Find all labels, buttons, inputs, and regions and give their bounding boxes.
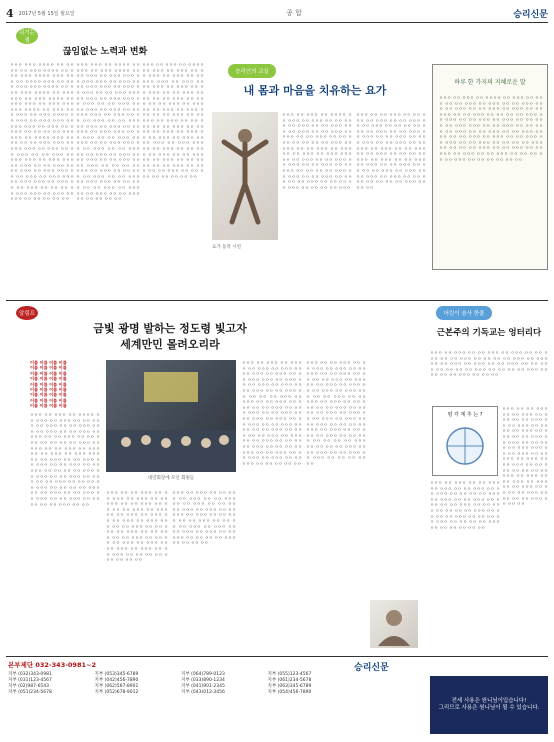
article-body-col2: ㅇㅇㅇ ㅇㅇㅇ ㅇㅇ ㅇㅇㅇㅇ ㅇㅇ ㅇㅇㅇ ㅇㅇ ㅇㅇㅇ ㅇㅇㅇㅇ ㅇㅇ ㅇㅇ ㅇㅇㅇ ㅇㅇ ㅇㅇㅇ ㅇㅇㅇ ㅇㅇ ㅇㅇㅇ ㅇㅇㅇ ㅇㅇ ㅇㅇㅇ ㅇㅇ ㅇㅇ ㅇㅇㅇ ㅇㅇㅇ ㅇㅇ ㅇㅇㅇ ㅇㅇ ㅇㅇㅇ ㅇㅇ ㅇㅇ ㅇㅇㅇ ㅇㅇㅇ ㅇㅇ ㅇㅇㅇ ㅇㅇ ㅇㅇㅇ ㅇㅇㅇ ㅇㅇ ㅇㅇㅇ ㅇㅇ ㅇㅇ ㅇㅇㅇ ㅇㅇ ㅇㅇ ㅇㅇㅇ ㅇㅇ ㅇㅇㅇ ㅇㅇ ㅇㅇ ㅇㅇㅇ ㅇㅇㅇ ㅇㅇ ㅇㅇㅇ ㅇㅇ ㅇㅇ ㅇㅇ ㅇㅇㅇ ㅇㅇ ㅇㅇ ㅇㅇㅇ ㅇㅇ ㅇㅇㅇ ㅇㅇ ㅇㅇㅇ ㅇㅇ ㅇㅇ ㅇㅇㅇ ㅇㅇ ㅇㅇㅇ ㅇㅇㅇ ㅇㅇ ㅇㅇ ㅇㅇㅇ ㅇㅇ ㅇㅇ ㅇㅇㅇ ㅇㅇ ㅇㅇㅇ ㅇㅇ ㅇㅇ ㅇㅇㅇ ㅇㅇㅇ ㅇㅇ ㅇㅇ ㅇㅇㅇ ㅇㅇ ㅇㅇ ㅇㅇㅇ ㅇㅇ ㅇㅇ ㅇㅇㅇ ㅇㅇ ㅇㅇㅇ ㅇㅇ ㅇㅇ ㅇㅇㅇ ㅇㅇ ㅇㅇ ㅇㅇㅇ ㅇㅇ ㅇㅇ ㅇㅇㅇ ㅇㅇ ㅇㅇ ㅇㅇ ㅇㅇ ㅇㅇㅇ ㅇㅇ ㅇㅇㅇ ㅇㅇ ㅇㅇ ㅇㅇㅇ ㅇㅇ ㅇㅇㅇ ㅇㅇ ㅇㅇ ㅇㅇㅇ ㅇㅇ ㅇㅇㅇ ㅇㅇㅇ ㅇㅇ ㅇㅇ ㅇㅇㅇ ㅇㅇ ㅇㅇ ㅇㅇㅇ ㅇㅇ ㅇㅇㅇ ㅇㅇ ㅇㅇ ㅇㅇㅇ ㅇㅇ ㅇㅇ ㅇㅇㅇ ㅇㅇ ㅇㅇ ㅇㅇ ㅇㅇ ㅇㅇ — [76, 62, 140, 202]
footer-ad-line1: 전세 사용은 원니님이입습니다! — [451, 697, 527, 704]
footer-logo: 승리신문 — [354, 663, 389, 673]
phone-directory: 지부 (032)343-0981 지부 (031)123-4567 지부 (02)987-6543 지부 (051)234-5678 지부 (053)345-6789 지부 (042)456-7890 지부 (062)567-8901 지부 (052)678-9012 지부 (064)789-0123 지부 (033)890-1234 지부 (041)901-2345 지부 (043)012-3456 지부 (055)123-4567 지부 (061)234-5678 지부 (063)345-6789 지부 (054)456-7890 — [8, 672, 312, 695]
name-row: 이름 이름 이름 이름 — [30, 397, 67, 403]
column-tag: 어린이 숨사 한줄 — [436, 306, 492, 320]
feature-photo — [106, 360, 236, 472]
name-row: 이름 이름 이름 이름 — [30, 381, 67, 387]
name-row: 이름 이름 이름 이름 — [30, 403, 67, 409]
article-body-col3: ㅇㅇㅇ ㅇㅇ ㅇㅇㅇ ㅇㅇ ㅇㅇㅇㅇ ㅇㅇ ㅇㅇㅇ ㅇㅇ ㅇㅇㅇ ㅇㅇ ㅇㅇ ㅇㅇㅇ ㅇㅇ ㅇㅇㅇ ㅇㅇ ㅇㅇ ㅇㅇㅇ ㅇㅇㅇ ㅇㅇ ㅇㅇㅇ ㅇㅇ ㅇㅇ ㅇㅇㅇ ㅇㅇ ㅇㅇㅇ ㅇㅇ ㅇㅇ ㅇㅇㅇ ㅇㅇ ㅇㅇ ㅇㅇㅇ ㅇㅇ ㅇㅇ ㅇㅇ ㅇㅇ ㅇㅇㅇ ㅇㅇ ㅇㅇㅇ ㅇㅇ ㅇㅇ ㅇㅇㅇ ㅇㅇ ㅇㅇㅇ ㅇㅇ ㅇㅇ ㅇㅇㅇ ㅇㅇ ㅇㅇㅇ ㅇㅇㅇ ㅇㅇ ㅇㅇ ㅇㅇㅇ ㅇㅇ ㅇㅇ ㅇㅇㅇ ㅇㅇ ㅇㅇㅇ ㅇㅇ ㅇㅇ ㅇㅇㅇ ㅇㅇ ㅇㅇ ㅇㅇㅇ ㅇㅇ ㅇㅇ ㅇㅇ ㅇㅇ ㅇㅇㅇ ㅇㅇ ㅇㅇㅇ ㅇㅇ ㅇㅇ ㅇㅇㅇ ㅇㅇ ㅇㅇㅇ ㅇㅇ ㅇㅇ ㅇㅇㅇ ㅇㅇ ㅇㅇㅇ ㅇㅇㅇ ㅇㅇ ㅇㅇ ㅇㅇㅇ ㅇㅇ ㅇㅇ ㅇㅇㅇ ㅇㅇ ㅇㅇㅇ ㅇㅇ ㅇㅇ ㅇㅇㅇ ㅇㅇ ㅇㅇ ㅇㅇㅇ ㅇㅇ ㅇㅇ ㅇㅇ ㅇㅇ ㅇㅇ ㅇㅇ ㅇㅇㅇ ㅇㅇ ㅇㅇㅇ ㅇㅇ ㅇㅇ ㅇㅇㅇ ㅇㅇ ㅇㅇ ㅇㅇㅇ ㅇㅇ ㅇㅇ ㅇㅇ ㅇㅇ ㅇㅇ — [142, 62, 204, 179]
names-list-1 — [30, 360, 100, 409]
feature-body-col1: ㅇㅇㅇ ㅇㅇ ㅇㅇㅇ ㅇㅇ ㅇㅇㅇㅇ ㅇㅇ ㅇㅇㅇ ㅇㅇ ㅇㅇㅇ ㅇㅇ ㅇㅇ ㅇㅇㅇ ㅇㅇ ㅇㅇㅇ ㅇㅇ ㅇㅇ ㅇㅇㅇ ㅇㅇㅇ ㅇㅇ ㅇㅇㅇ ㅇㅇ ㅇㅇ ㅇㅇㅇ ㅇㅇ ㅇㅇㅇ ㅇㅇ ㅇㅇ ㅇㅇㅇ ㅇㅇ ㅇㅇ ㅇㅇㅇ ㅇㅇ ㅇㅇ ㅇㅇ ㅇㅇ ㅇㅇㅇ ㅇㅇ ㅇㅇㅇ ㅇㅇ ㅇㅇ ㅇㅇㅇ ㅇㅇ ㅇㅇㅇ ㅇㅇ ㅇㅇ ㅇㅇㅇ ㅇㅇ ㅇㅇㅇ ㅇㅇㅇ ㅇㅇ ㅇㅇ ㅇㅇㅇ ㅇㅇ ㅇㅇ ㅇㅇㅇ ㅇㅇ ㅇㅇㅇ ㅇㅇ ㅇㅇ ㅇㅇㅇ ㅇㅇ ㅇㅇ ㅇㅇㅇ ㅇㅇ ㅇㅇ ㅇㅇ ㅇㅇ ㅇㅇㅇ ㅇㅇ ㅇㅇㅇ ㅇㅇ ㅇㅇ ㅇㅇㅇ ㅇㅇ ㅇㅇㅇ ㅇㅇ ㅇㅇ ㅇㅇㅇ ㅇㅇ ㅇㅇ ㅇㅇ ㅇㅇ ㅇㅇㅇ ㅇㅇ ㅇㅇ ㅇㅇ ㅇㅇ ㅇㅇㅇ ㅇㅇ ㅇㅇ ㅇㅇㅇ ㅇㅇ ㅇㅇ ㅇㅇㅇ ㅇㅇ ㅇㅇㅇ ㅇㅇ ㅇㅇ ㅇㅇㅇ ㅇㅇ ㅇㅇ ㅇㅇ ㅇㅇ ㅇㅇ ㅇㅇㅇ ㅇㅇ ㅇㅇ — [30, 412, 100, 507]
feature-body-col2: ㅇㅇㅇ ㅇㅇ ㅇㅇ ㅇㅇㅇ ㅇㅇ ㅇㅇ ㅇㅇㅇ ㅇㅇ ㅇㅇㅇ ㅇㅇ ㅇㅇ ㅇㅇㅇ ㅇㅇ ㅇㅇ ㅇㅇㅇ ㅇㅇ ㅇㅇ ㅇㅇ ㅇㅇ ㅇㅇㅇ ㅇㅇ ㅇㅇㅇ ㅇㅇ ㅇㅇ ㅇㅇㅇ ㅇㅇ ㅇㅇㅇ ㅇㅇ ㅇㅇ ㅇㅇㅇ ㅇㅇ ㅇㅇㅇ ㅇㅇㅇ ㅇㅇ ㅇㅇ ㅇㅇㅇ ㅇㅇ ㅇㅇ ㅇㅇㅇ ㅇㅇ ㅇㅇㅇ ㅇㅇ ㅇㅇ ㅇㅇㅇ ㅇㅇ ㅇㅇ ㅇㅇㅇ ㅇㅇ ㅇㅇ ㅇㅇ ㅇㅇ ㅇㅇㅇ ㅇㅇ ㅇㅇㅇ ㅇㅇ ㅇㅇ ㅇㅇㅇ ㅇㅇ ㅇㅇㅇ ㅇㅇ ㅇㅇ ㅇㅇㅇ ㅇㅇ ㅇㅇ ㅇㅇ ㅇㅇ ㅇㅇㅇ ㅇㅇ ㅇㅇ ㅇㅇ — [106, 490, 168, 563]
feature-body-col4: ㅇㅇㅇ ㅇㅇ ㅇㅇㅇ ㅇㅇ ㅇㅇㅇㅇ ㅇㅇ ㅇㅇㅇ ㅇㅇ ㅇㅇㅇ ㅇㅇ ㅇㅇ ㅇㅇㅇ ㅇㅇ ㅇㅇㅇ ㅇㅇ ㅇㅇ ㅇㅇㅇ ㅇㅇㅇ ㅇㅇ ㅇㅇㅇ ㅇㅇ ㅇㅇ ㅇㅇㅇ ㅇㅇ ㅇㅇㅇ ㅇㅇ ㅇㅇ ㅇㅇㅇ ㅇㅇ ㅇㅇ ㅇㅇㅇ ㅇㅇ ㅇㅇ ㅇㅇ ㅇㅇ ㅇㅇㅇ ㅇㅇ ㅇㅇㅇ ㅇㅇ ㅇㅇ ㅇㅇㅇ ㅇㅇ ㅇㅇㅇ ㅇㅇ ㅇㅇ ㅇㅇㅇ ㅇㅇ ㅇㅇㅇ ㅇㅇㅇ ㅇㅇ ㅇㅇ ㅇㅇㅇ ㅇㅇ ㅇㅇ ㅇㅇㅇ ㅇㅇ ㅇㅇㅇ ㅇㅇ ㅇㅇ ㅇㅇㅇ ㅇㅇ ㅇㅇ ㅇㅇㅇ ㅇㅇ ㅇㅇ ㅇㅇ ㅇㅇ ㅇㅇㅇ ㅇㅇ ㅇㅇㅇ ㅇㅇ ㅇㅇ ㅇㅇㅇ ㅇㅇ ㅇㅇㅇ ㅇㅇ ㅇㅇ ㅇㅇㅇ ㅇㅇ ㅇㅇ ㅇㅇ ㅇㅇ ㅇㅇㅇ ㅇㅇ ㅇㅇ ㅇㅇ ㅇㅇ ㅇㅇㅇ ㅇㅇ ㅇㅇ ㅇㅇㅇ ㅇㅇ ㅇㅇ ㅇㅇㅇ ㅇㅇ ㅇㅇㅇ ㅇㅇ ㅇㅇ ㅇㅇㅇ ㅇㅇ ㅇㅇ ㅇㅇ ㅇㅇ ㅇㅇ — [242, 360, 302, 466]
name-row: 이름 이름 이름 이름 — [30, 370, 67, 376]
article-body-col1: ㅇㅇㅇ ㅇㅇㅇ ㅇㅇㅇㅇ ㅇㅇ ㅇㅇㅇㅇ ㅇㅇ ㅇㅇㅇ ㅇㅇㅇㅇ ㅇㅇ ㅇㅇㅇ ㅇㅇㅇ ㅇㅇㅇㅇ ㅇㅇㅇ ㅇㅇㅇ ㅇㅇ ㅇㅇㅇㅇ ㅇㅇㅇ ㅇㅇ ㅇㅇㅇ ㅇㅇㅇ ㅇㅇㅇ ㅇㅇㅇㅇ ㅇㅇ ㅇㅇㅇ ㅇㅇㅇ ㅇㅇㅇㅇ ㅇㅇ ㅇㅇㅇ ㅇㅇㅇ ㅇㅇ ㅇㅇㅇ ㅇㅇㅇㅇ ㅇㅇ ㅇㅇㅇ ㅇㅇㅇ ㅇㅇ ㅇㅇㅇ ㅇㅇㅇ ㅇㅇㅇ ㅇㅇㅇㅇ ㅇㅇ ㅇㅇㅇ ㅇㅇㅇ ㅇㅇㅇ ㅇㅇ ㅇㅇㅇ ㅇㅇㅇㅇ ㅇㅇ ㅇㅇㅇ ㅇㅇ ㅇㅇㅇ ㅇㅇㅇ ㅇㅇ ㅇㅇㅇ ㅇㅇㅇ ㅇㅇ ㅇㅇㅇ ㅇㅇ ㅇㅇㅇㅇ ㅇㅇ ㅇㅇ ㅇㅇ ㅇㅇ ㅇㅇㅇ ㅇㅇㅇ ㅇㅇ ㅇㅇㅇㅇ ㅇㅇㅇ ㅇㅇ ㅇㅇ ㅇㅇ ㅇㅇ ㅇㅇㅇ ㅇㅇㅇ ㅇㅇ ㅇㅇㅇ ㅇㅇㅇ ㅇㅇ ㅇㅇㅇ ㅇㅇ ㅇㅇ ㅇㅇㅇ ㅇㅇ ㅇㅇ ㅇㅇㅇ ㅇㅇ ㅇㅇㅇ ㅇㅇㅇ ㅇㅇ ㅇㅇㅇ ㅇㅇㅇ ㅇㅇ ㅇㅇㅇ ㅇㅇ ㅇㅇ ㅇㅇㅇ ㅇㅇ ㅇㅇ ㅇㅇㅇ ㅇㅇ ㅇㅇㅇ ㅇㅇㅇ ㅇㅇ ㅇㅇ ㅇㅇㅇ ㅇㅇ ㅇㅇㅇ ㅇㅇㅇ ㅇㅇ ㅇㅇㅇ ㅇㅇㅇ ㅇㅇ ㅇㅇㅇ ㅇㅇ ㅇㅇ ㅇㅇㅇ ㅇㅇ ㅇㅇ ㅇㅇ ㅇㅇ ㅇㅇㅇ ㅇㅇㅇ ㅇㅇ ㅇㅇㅇ ㅇㅇ ㅇㅇㅇ ㅇㅇ ㅇㅇ ㅇㅇ ㅇㅇ ㅇㅇ — [10, 62, 74, 202]
paper-name: 승리신문 — [513, 9, 548, 20]
feature-title-line2: 세계만민 몰려오리라 — [120, 338, 220, 351]
name-row: 이름 이름 이름 이름 — [30, 387, 67, 393]
column-body-top: ㅇㅇㅇ ㅇㅇ ㅇㅇㅇ ㅇㅇ ㅇㅇ ㅇㅇㅇ ㅇㅇ ㅇㅇㅇ ㅇㅇ ㅇㅇ ㅇㅇㅇ ㅇㅇ ㅇㅇ ㅇㅇㅇ ㅇㅇ ㅇㅇ ㅇㅇ ㅇㅇ ㅇㅇㅇ ㅇㅇ ㅇㅇㅇ ㅇㅇ ㅇㅇ ㅇㅇㅇ ㅇㅇ ㅇㅇㅇ ㅇㅇ ㅇㅇ ㅇㅇㅇ ㅇㅇ ㅇㅇ ㅇㅇㅇ ㅇㅇ ㅇㅇ ㅇㅇ ㅇㅇ ㅇㅇㅇ ㅇㅇ ㅇㅇ ㅇㅇ ㅇㅇ ㅇㅇㅇ ㅇㅇ ㅇㅇ ㅇㅇ ㅇㅇ ㅇㅇㅇ ㅇㅇ ㅇㅇ ㅇㅇ — [430, 350, 548, 378]
health-tag: 승리인의 교실 — [228, 64, 276, 78]
feature-photo-caption: 대연회장에 모인 회원들 — [147, 476, 195, 481]
mid-rule — [6, 300, 548, 301]
section-name: 종 합 — [286, 9, 302, 17]
feature-body-col5: ㅇㅇㅇ ㅇㅇ ㅇㅇ ㅇㅇㅇ ㅇㅇ ㅇㅇ ㅇㅇㅇ ㅇㅇ ㅇㅇㅇ ㅇㅇ ㅇㅇ ㅇㅇㅇ ㅇㅇ ㅇㅇ ㅇㅇㅇ ㅇㅇ ㅇㅇ ㅇㅇ ㅇㅇ ㅇㅇㅇ ㅇㅇ ㅇㅇㅇ ㅇㅇ ㅇㅇ ㅇㅇㅇ ㅇㅇ ㅇㅇㅇ ㅇㅇ ㅇㅇ ㅇㅇㅇ ㅇㅇ ㅇㅇㅇ ㅇㅇㅇ ㅇㅇ ㅇㅇ ㅇㅇㅇ ㅇㅇ ㅇㅇ ㅇㅇㅇ ㅇㅇ ㅇㅇㅇ ㅇㅇ ㅇㅇ ㅇㅇㅇ ㅇㅇ ㅇㅇ ㅇㅇㅇ ㅇㅇ ㅇㅇ ㅇㅇ ㅇㅇ ㅇㅇㅇ ㅇㅇ ㅇㅇㅇ ㅇㅇ ㅇㅇ ㅇㅇㅇ ㅇㅇ ㅇㅇㅇ ㅇㅇ ㅇㅇ ㅇㅇㅇ ㅇㅇ ㅇㅇ ㅇㅇ ㅇㅇ ㅇㅇㅇ ㅇㅇ ㅇㅇㅇ ㅇㅇ ㅇㅇ ㅇㅇㅇ ㅇㅇ ㅇㅇㅇ ㅇㅇ ㅇㅇ ㅇㅇㅇ ㅇㅇ ㅇㅇ ㅇㅇ ㅇㅇ ㅇㅇㅇ ㅇㅇ ㅇㅇ ㅇㅇ ㅇㅇ ㅇㅇㅇ ㅇㅇ ㅇㅇ ㅇㅇㅇ ㅇㅇ ㅇㅇ ㅇㅇㅇ ㅇㅇ ㅇㅇㅇ ㅇㅇ ㅇㅇ ㅇㅇ ㅇㅇ ㅇㅇ — [306, 360, 366, 466]
health-body-col1: ㅇㅇㅇ ㅇㅇ ㅇㅇㅇ ㅇㅇ ㅇㅇㅇㅇ ㅇㅇ ㅇㅇㅇ ㅇㅇ ㅇㅇㅇ ㅇㅇ ㅇㅇ ㅇㅇㅇ ㅇㅇ ㅇㅇㅇ ㅇㅇ ㅇㅇ ㅇㅇㅇ ㅇㅇㅇ ㅇㅇ ㅇㅇㅇ ㅇㅇ ㅇㅇ ㅇㅇㅇ ㅇㅇ ㅇㅇㅇ ㅇㅇ ㅇㅇ ㅇㅇㅇ ㅇㅇ ㅇㅇ ㅇㅇㅇ ㅇㅇ ㅇㅇ ㅇㅇ ㅇㅇ ㅇㅇㅇ ㅇㅇ ㅇㅇㅇ ㅇㅇ ㅇㅇ ㅇㅇㅇ ㅇㅇ ㅇㅇㅇ ㅇㅇ ㅇㅇ ㅇㅇㅇ ㅇㅇ ㅇㅇㅇ ㅇㅇㅇ ㅇㅇ ㅇㅇ ㅇㅇㅇ ㅇㅇ ㅇㅇ ㅇㅇㅇ ㅇㅇ ㅇㅇㅇ ㅇㅇ ㅇㅇ ㅇㅇㅇ ㅇㅇ ㅇㅇ ㅇㅇㅇ ㅇㅇ ㅇㅇ ㅇㅇ ㅇㅇ ㅇㅇㅇ ㅇㅇ ㅇㅇㅇ ㅇㅇ ㅇㅇ ㅇㅇㅇ ㅇㅇ ㅇㅇㅇ ㅇㅇ ㅇㅇ ㅇㅇㅇ ㅇㅇ ㅇㅇ ㅇㅇ ㅇㅇ ㅇㅇㅇ ㅇㅇ ㅇㅇ ㅇㅇ ㅇㅇ ㅇㅇㅇ — [282, 112, 352, 190]
page-header — [6, 6, 548, 20]
feature-tag: 알림프 — [16, 306, 38, 320]
name-row: 이름 이름 이름 이름 — [30, 365, 67, 371]
header-rule — [6, 22, 548, 23]
health-title: 내 몸과 마음을 치유하는 요가 — [243, 84, 387, 97]
branch-phone: 본부제단 032-343-0981~2 — [8, 661, 96, 669]
wisdom-heading: 하루 한 가지의 지혜로운 말 — [454, 79, 526, 86]
name-row: 이름 이름 이름 이름 — [30, 360, 67, 365]
column-body-left: ㅇㅇㅇ ㅇㅇ ㅇㅇㅇ ㅇㅇ ㅇㅇ ㅇㅇㅇ ㅇㅇ ㅇㅇㅇ ㅇㅇ ㅇㅇ ㅇㅇㅇ ㅇㅇ ㅇㅇ ㅇㅇㅇ ㅇㅇ ㅇㅇ ㅇㅇ ㅇㅇ ㅇㅇㅇ ㅇㅇ ㅇㅇㅇ ㅇㅇ ㅇㅇ ㅇㅇㅇ ㅇㅇ ㅇㅇㅇ ㅇㅇ ㅇㅇ ㅇㅇㅇ ㅇㅇ ㅇㅇ ㅇㅇㅇ ㅇㅇ ㅇㅇ ㅇㅇ ㅇㅇ ㅇㅇㅇ ㅇㅇ ㅇㅇ ㅇㅇ ㅇㅇ ㅇㅇㅇ ㅇㅇ ㅇㅇ ㅇㅇ ㅇㅇ ㅇㅇㅇ ㅇㅇ ㅇㅇ ㅇㅇ ㅇㅇ ㅇㅇㅇ ㅇㅇ ㅇㅇ ㅇㅇ ㅇㅇ ㅇㅇ ㅇㅇ — [430, 480, 500, 530]
wisdom-box — [432, 64, 548, 270]
column-body-right: ㅇㅇㅇ ㅇㅇ ㅇㅇ ㅇㅇㅇ ㅇㅇ ㅇㅇ ㅇㅇㅇ ㅇㅇ ㅇㅇㅇ ㅇㅇ ㅇㅇ ㅇㅇㅇ ㅇㅇ ㅇㅇ ㅇㅇㅇ ㅇㅇ ㅇㅇ ㅇㅇ ㅇㅇ ㅇㅇㅇ ㅇㅇ ㅇㅇㅇ ㅇㅇ ㅇㅇ ㅇㅇㅇ ㅇㅇ ㅇㅇㅇ ㅇㅇ ㅇㅇ ㅇㅇㅇ ㅇㅇ ㅇㅇㅇ ㅇㅇㅇ ㅇㅇ ㅇㅇ ㅇㅇㅇ ㅇㅇ ㅇㅇ ㅇㅇㅇ ㅇㅇ ㅇㅇㅇ ㅇㅇ ㅇㅇ ㅇㅇㅇ ㅇㅇ ㅇㅇ ㅇㅇㅇ ㅇㅇ ㅇㅇ ㅇㅇ ㅇㅇ ㅇㅇㅇ ㅇㅇ ㅇㅇㅇ ㅇㅇ ㅇㅇ ㅇㅇㅇ ㅇㅇ ㅇㅇㅇ ㅇㅇ ㅇㅇ ㅇㅇㅇ ㅇㅇ ㅇㅇ ㅇㅇ ㅇㅇ ㅇㅇㅇ ㅇㅇ ㅇㅇ ㅇㅇ ㅇㅇ ㅇㅇㅇ ㅇㅇ ㅇㅇ ㅇㅇ — [502, 406, 548, 507]
issue-date: 2017년 5월 15일 월요일 — [18, 10, 75, 17]
feature-body-col3: ㅇㅇㅇ ㅇㅇ ㅇㅇㅇ ㅇㅇ ㅇㅇ ㅇㅇㅇ ㅇㅇ ㅇㅇㅇ ㅇㅇ ㅇㅇ ㅇㅇㅇ ㅇㅇ ㅇㅇ ㅇㅇㅇ ㅇㅇ ㅇㅇ ㅇㅇ ㅇㅇ ㅇㅇㅇ ㅇㅇ ㅇㅇㅇ ㅇㅇ ㅇㅇ ㅇㅇㅇ ㅇㅇ ㅇㅇㅇ ㅇㅇ ㅇㅇ ㅇㅇㅇ ㅇㅇ ㅇㅇ ㅇㅇㅇ ㅇㅇ ㅇㅇ ㅇㅇ ㅇㅇ ㅇㅇㅇ ㅇㅇ ㅇㅇㅇ ㅇㅇ ㅇㅇ ㅇㅇㅇ ㅇㅇ ㅇㅇㅇ ㅇㅇ ㅇㅇ ㅇㅇㅇ ㅇㅇ ㅇㅇ ㅇㅇ ㅇㅇ ㅇㅇㅇ ㅇㅇ ㅇㅇ ㅇㅇ ㅇㅇ — [172, 490, 236, 546]
yoga-figure-icon — [212, 112, 278, 240]
yoga-photo — [212, 112, 278, 240]
chart-caption: 평 각 계 추 는 ? — [447, 412, 483, 418]
globe-chart-icon — [433, 418, 497, 470]
wisdom-body: ㅇㅇㅇ ㅇㅇ ㅇㅇㅇ ㅇㅇ ㅇㅇㅇㅇ ㅇㅇ ㅇㅇㅇ ㅇㅇ ㅇㅇㅇ ㅇㅇ ㅇㅇ ㅇㅇㅇ ㅇㅇ ㅇㅇㅇ ㅇㅇ ㅇㅇ ㅇㅇㅇ ㅇㅇㅇ ㅇㅇ ㅇㅇㅇ ㅇㅇ ㅇㅇ ㅇㅇㅇ ㅇㅇ ㅇㅇㅇ ㅇㅇ ㅇㅇ ㅇㅇㅇ ㅇㅇ ㅇㅇ ㅇㅇㅇ ㅇㅇ ㅇㅇ ㅇㅇ ㅇㅇ ㅇㅇㅇ ㅇㅇ ㅇㅇㅇ ㅇㅇ ㅇㅇ ㅇㅇㅇ ㅇㅇ ㅇㅇㅇ ㅇㅇ ㅇㅇ ㅇㅇㅇ ㅇㅇ ㅇㅇㅇ ㅇㅇㅇ ㅇㅇ ㅇㅇ ㅇㅇㅇ ㅇㅇ ㅇㅇ ㅇㅇㅇ ㅇㅇ ㅇㅇㅇ ㅇㅇ ㅇㅇ ㅇㅇㅇ ㅇㅇ ㅇㅇ ㅇㅇㅇ ㅇㅇ ㅇㅇ ㅇㅇ ㅇㅇ ㅇㅇㅇ ㅇㅇ ㅇㅇㅇ ㅇㅇ ㅇㅇ ㅇㅇㅇ ㅇㅇ ㅇㅇㅇ ㅇㅇ ㅇㅇ ㅇㅇㅇ ㅇㅇ ㅇㅇ ㅇㅇ ㅇㅇ ㅇㅇㅇ ㅇㅇ ㅇㅇ ㅇㅇ ㅇㅇ ㅇㅇㅇ ㅇㅇ ㅇㅇ ㅇㅇㅇ ㅇㅇ ㅇㅇ ㅇㅇㅇ ㅇㅇ ㅇㅇㅇ ㅇㅇ ㅇㅇ ㅇㅇㅇ ㅇㅇ ㅇㅇ ㅇㅇ ㅇㅇ ㅇㅇ ㅇㅇㅇ ㅇㅇ ㅇㅇ ㅇㅇ ㅇㅇ ㅇㅇ ㅇㅇ — [439, 95, 543, 162]
feature-title-line1: 금빛 광명 발하는 정도령 빛고자 — [93, 322, 247, 335]
article-tag: 쉬기는 샘 — [16, 28, 38, 44]
column-title: 근본주의 기독교는 엉터리다 — [436, 328, 542, 338]
footer-ad — [430, 676, 548, 734]
crowd-scene-icon — [106, 360, 236, 472]
page-number: 4 — [6, 6, 14, 20]
article-title: 끊임없는 노력과 변화 — [62, 47, 148, 57]
health-body-col2: ㅇㅇㅇ ㅇㅇ ㅇㅇ ㅇㅇㅇ ㅇㅇ ㅇㅇ ㅇㅇㅇ ㅇㅇ ㅇㅇㅇ ㅇㅇ ㅇㅇ ㅇㅇㅇ ㅇㅇ ㅇㅇ ㅇㅇㅇ ㅇㅇ ㅇㅇ ㅇㅇ ㅇㅇ ㅇㅇㅇ ㅇㅇ ㅇㅇㅇ ㅇㅇ ㅇㅇ ㅇㅇㅇ ㅇㅇ ㅇㅇㅇ ㅇㅇ ㅇㅇ ㅇㅇㅇ ㅇㅇ ㅇㅇㅇ ㅇㅇㅇ ㅇㅇ ㅇㅇ ㅇㅇㅇ ㅇㅇ ㅇㅇ ㅇㅇㅇ ㅇㅇ ㅇㅇㅇ ㅇㅇ ㅇㅇ ㅇㅇㅇ ㅇㅇ ㅇㅇ ㅇㅇㅇ ㅇㅇ ㅇㅇ ㅇㅇ ㅇㅇ ㅇㅇㅇ ㅇㅇ ㅇㅇㅇ ㅇㅇ ㅇㅇ ㅇㅇㅇ ㅇㅇ ㅇㅇㅇ ㅇㅇ ㅇㅇ ㅇㅇㅇ ㅇㅇ ㅇㅇ ㅇㅇ ㅇㅇ ㅇㅇㅇ ㅇㅇ ㅇㅇㅇ ㅇㅇ ㅇㅇ ㅇㅇㅇ ㅇㅇ ㅇㅇㅇ ㅇㅇ ㅇㅇ ㅇㅇㅇ ㅇㅇ ㅇㅇ ㅇㅇ ㅇㅇ ㅇㅇㅇ ㅇㅇ ㅇㅇ ㅇㅇ — [356, 112, 426, 190]
bottom-rule — [6, 656, 548, 657]
chart-box — [432, 406, 498, 476]
author-photo — [370, 600, 418, 648]
name-row: 이름 이름 이름 이름 — [30, 376, 67, 382]
yoga-caption: 요가 동작 시연 — [212, 245, 241, 250]
person-icon — [370, 600, 418, 648]
name-row: 이름 이름 이름 이름 — [30, 392, 67, 398]
footer-ad-line2: 그리므로 사용은 원니님이 될 수 있습니다. — [438, 705, 540, 711]
